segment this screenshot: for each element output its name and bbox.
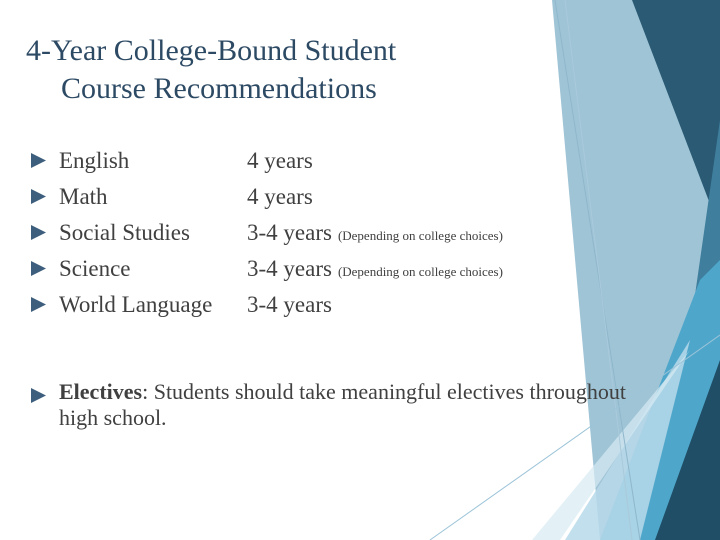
years-value: 3-4 years bbox=[247, 292, 332, 317]
years-value: 3-4 years (Depending on college choices) bbox=[247, 256, 503, 281]
requirement-note: (Depending on college choices) bbox=[337, 264, 503, 279]
triangle-bullet-icon bbox=[30, 188, 47, 205]
electives-description: : Students should take meaningful electives throughout high school. bbox=[59, 379, 627, 430]
electives-text bbox=[59, 379, 649, 431]
subject-label: Math bbox=[59, 184, 108, 209]
slide-title bbox=[26, 32, 546, 108]
years-value: 4 years bbox=[247, 148, 313, 173]
subject-label: World Language bbox=[59, 292, 213, 317]
years-value: 3-4 years (Depending on college choices) bbox=[247, 220, 503, 245]
subject-label: Science bbox=[59, 256, 131, 281]
subject-label: Social Studies bbox=[59, 220, 190, 245]
subject-label: English bbox=[59, 148, 130, 173]
electives-label: Electives bbox=[59, 379, 143, 404]
years-value: 4 years bbox=[247, 184, 313, 209]
triangle-bullet-icon bbox=[30, 260, 47, 277]
triangle-bullet-icon bbox=[30, 296, 47, 313]
title-line-2: Course Recommendations bbox=[61, 72, 377, 105]
triangle-bullet-icon bbox=[30, 224, 47, 241]
requirement-note: (Depending on college choices) bbox=[337, 228, 503, 243]
title-line-1: 4-Year College-Bound Student bbox=[26, 34, 397, 67]
triangle-bullet-icon bbox=[30, 387, 47, 404]
triangle-bullet-icon bbox=[30, 152, 47, 169]
